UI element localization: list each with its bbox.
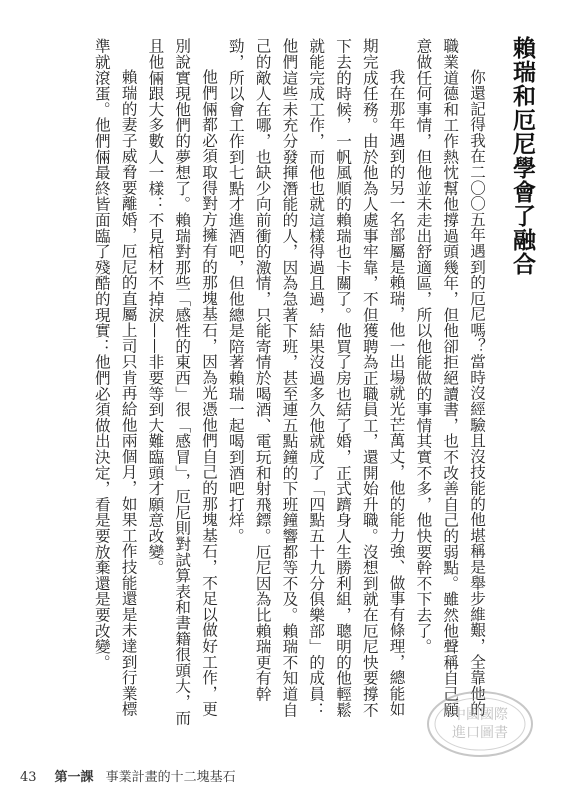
section-title: 賴瑞和厄尼學會了融合 xyxy=(509,36,535,276)
page-number: 43 xyxy=(20,770,37,785)
footer-chapter: 第一課 xyxy=(54,770,94,785)
paragraph-2: 我在那年遇到的另一名部屬是賴瑞，他一出場就光芒萬丈，他的能力強、做事有條理，總能如期完成任務。由於他為人處事牢靠，不但獲聘為正職員工，還開始升職。沒想到就在厄尼快要撐不下去的時候，一帆風順的賴瑞也卡關了。他買了房也結了婚，正式躋身人生勝利組，聰明的他輕鬆就能完成工作，而他也就這樣得過且過，結果沒過多久他就成了「四點五十九分俱樂部」的成員：他們這些未充分發揮潛能的人，因為急著下班，甚至連五點鐘的下班鐘響都等不及。賴瑞不知道自己的敵人在哪，也缺少向前衝的激情，只能寄情於喝酒、電玩和射飛鏢。厄尼因為比賴瑞更有幹勁，所以會工作到七點才進酒吧，但他總是陪著賴瑞一起喝到酒吧打烊。 xyxy=(226,38,406,718)
body-text xyxy=(32,38,490,728)
paragraph-4: 賴瑞的妻子威脅要離婚，厄尼的直屬上司只肯再給他兩個月，如果工作技能還是未達到行業標準就滾蛋。他們倆最終皆面臨了殘酷的現實：他們必須做出決定，看是要放棄還是要改變。 xyxy=(92,38,138,717)
footer-book-title: 事業計畫的十二塊基石 xyxy=(105,770,236,785)
watermark-line-2: 進口圖書 xyxy=(452,725,508,741)
paragraph-3: 他們倆都必須取得對方擁有的那塊基石，因為光憑他們自己的那塊基石，不足以做好工作，更別說實現他們的夢想了。賴瑞對那些「感性的東西」很「感冒」，厄尼則對試算表和書籍很頭大，而且他倆跟大多數人一樣：不見棺材不掉淚——非要等到大難臨頭才願意改變。 xyxy=(146,38,219,726)
page-footer xyxy=(20,766,236,786)
watermark-line-1: 中國國際 xyxy=(452,707,508,723)
library-stamp-watermark xyxy=(425,688,535,760)
paragraph-1: 你還記得我在二〇〇五年遇到的厄尼嗎？當時沒經驗且沒技能的他堪稱是舉步維艱，全靠他的職業道德和工作熱忱幫他撐過頭幾年，但他卻拒絕讀書，也不改善自己的弱點。雖然他聲稱自己願意做任何事情，但他並未走出舒適區，所以他能做的事情其實不多，他快要幹不下去了。 xyxy=(414,38,486,718)
